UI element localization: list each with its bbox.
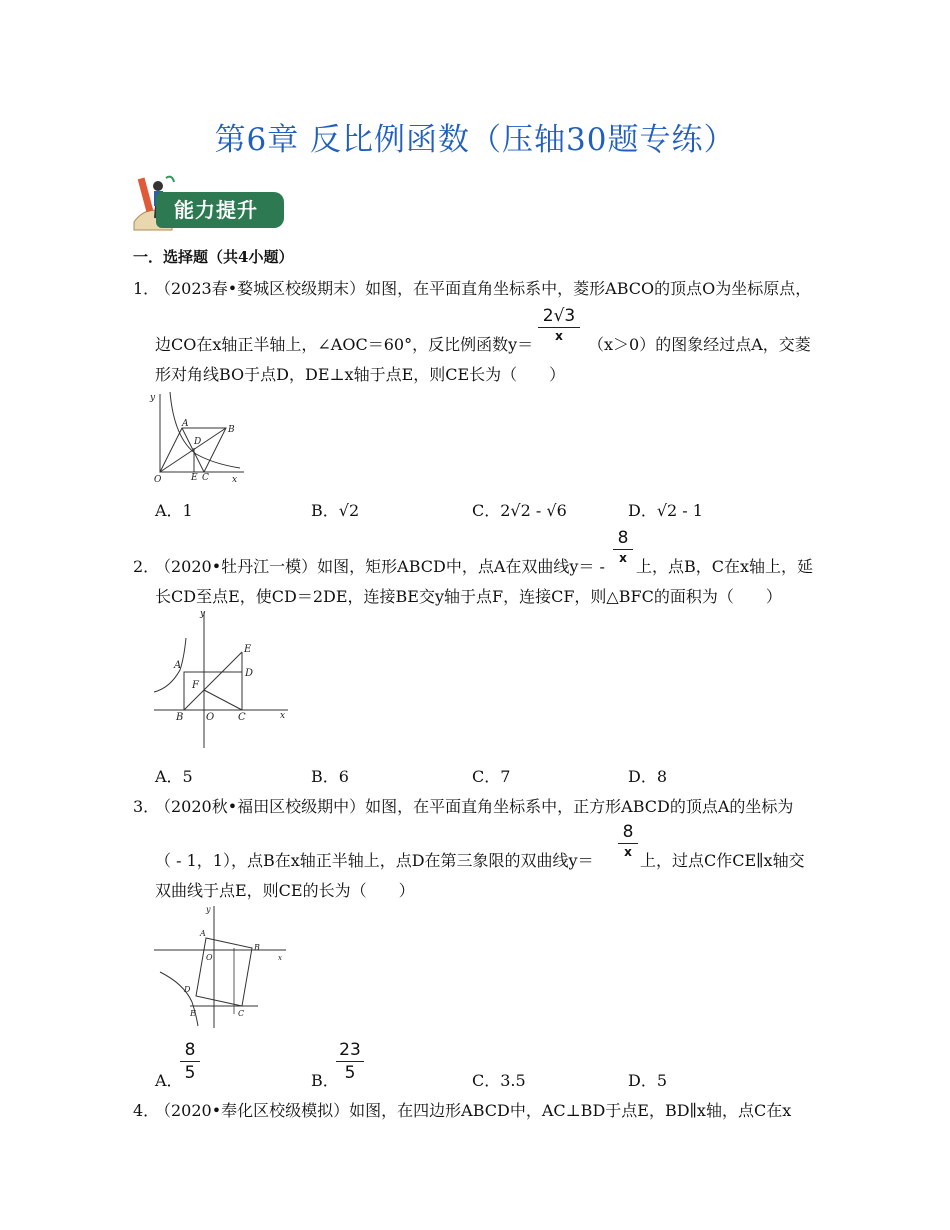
label-D: D bbox=[245, 668, 254, 679]
label-D: D bbox=[194, 437, 202, 447]
question-3-fraction bbox=[618, 822, 638, 859]
label-E: E bbox=[244, 644, 252, 655]
question-1-line-3: 形对角线BO于点D，DE⊥x轴于点E，则CE长为（ ） bbox=[155, 365, 566, 384]
fraction-bar bbox=[538, 327, 580, 328]
question-3-option-a-fraction bbox=[180, 1040, 200, 1083]
question-2-option-d: D．8 bbox=[628, 767, 668, 786]
fraction-numerator: 8 bbox=[617, 528, 629, 548]
question-3-line-2a: （ - 1，1），点B在x轴正半轴上，点D在第三象限的双曲线y＝ bbox=[155, 851, 594, 870]
label-C: C bbox=[202, 473, 209, 483]
label-A: A bbox=[174, 660, 182, 671]
question-2-line-1a: （2020•牡丹江一模）如图，矩形ABCD中，点A在双曲线y＝ - bbox=[155, 557, 605, 576]
label-B: B bbox=[176, 712, 184, 723]
question-2-figure bbox=[150, 608, 292, 750]
question-1-figure bbox=[148, 388, 248, 484]
fraction-denominator: 5 bbox=[184, 1063, 196, 1083]
question-3-line-3: 双曲线于点E，则CE的长为（ ） bbox=[155, 881, 415, 900]
label-F: F bbox=[192, 680, 199, 691]
label-x: x bbox=[280, 711, 286, 721]
question-1-option-b: B．√2 bbox=[311, 501, 360, 520]
question-3-line-1: （2020秋•福田区校级期中）如图，在平面直角坐标系中，正方形ABCD的顶点A的坐标为 bbox=[155, 797, 794, 816]
label-y: y bbox=[200, 609, 206, 619]
label-x: x bbox=[278, 954, 282, 962]
question-2-fraction bbox=[613, 528, 633, 565]
question-2-option-c: C．7 bbox=[472, 767, 511, 786]
section-heading: 一．选择题（共4小题） bbox=[133, 248, 294, 266]
question-1-fraction bbox=[538, 306, 580, 343]
question-1-line-2b: （x＞0）的图象经过点A，交菱 bbox=[588, 335, 811, 354]
label-D: D bbox=[184, 985, 191, 994]
ability-badge bbox=[128, 172, 288, 234]
fraction-denominator: x bbox=[619, 551, 627, 565]
question-1-line-1: （2023春•婺城区校级期末）如图，在平面直角坐标系中，菱形ABCO的顶点O为坐标原点， bbox=[155, 279, 812, 298]
question-2-line-1b: 上，点B，C在x轴上，延 bbox=[636, 557, 814, 576]
label-O: O bbox=[206, 953, 213, 962]
label-B: B bbox=[254, 943, 260, 952]
label-y: y bbox=[150, 393, 156, 403]
question-3-number: 3． bbox=[133, 797, 160, 816]
question-1-option-a: A．1 bbox=[155, 501, 193, 520]
question-2-option-b: B．6 bbox=[311, 767, 349, 786]
fraction-denominator: 5 bbox=[344, 1063, 356, 1083]
fraction-bar bbox=[613, 549, 633, 550]
question-1-number: 1． bbox=[133, 279, 160, 298]
question-4-number: 4． bbox=[133, 1101, 160, 1120]
fraction-bar bbox=[180, 1061, 200, 1062]
fraction-numerator: 23 bbox=[339, 1040, 361, 1060]
page-title: 第6章 反比例函数（压轴30题专练） bbox=[214, 122, 736, 158]
label-O: O bbox=[154, 475, 162, 484]
question-3-option-c: C．3.5 bbox=[472, 1071, 526, 1090]
question-3-option-b-fraction bbox=[336, 1040, 364, 1083]
label-A: A bbox=[200, 929, 206, 938]
question-3-option-d: D．5 bbox=[628, 1071, 668, 1090]
question-1-option-d: D．√2 - 1 bbox=[628, 501, 703, 520]
fraction-bar bbox=[336, 1061, 364, 1062]
label-y: y bbox=[206, 905, 211, 914]
label-O: O bbox=[206, 712, 215, 723]
fraction-denominator: x bbox=[555, 329, 563, 343]
question-1-option-c: C．2√2 - √6 bbox=[472, 501, 567, 520]
fraction-numerator: 8 bbox=[622, 822, 634, 842]
label-C: C bbox=[238, 1009, 245, 1018]
label-A: A bbox=[182, 419, 189, 429]
question-3-line-2b: 上，过点C作CE∥x轴交 bbox=[640, 851, 805, 870]
label-E: E bbox=[190, 1009, 196, 1018]
label-E: E bbox=[191, 473, 198, 483]
label-x: x bbox=[232, 475, 238, 484]
question-3-option-b-prefix: B． bbox=[311, 1071, 339, 1090]
question-1-line-2a: 边CO在x轴正半轴上，∠AOC＝60°，反比例函数y＝ bbox=[155, 335, 534, 354]
label-B: B bbox=[228, 425, 235, 435]
question-2-line-2: 长CD至点E，使CD＝2DE，连接BE交y轴于点F，连接CF，则△BFC的面积为（ ） bbox=[155, 587, 782, 606]
fraction-numerator: 2√3 bbox=[542, 306, 576, 326]
question-2-option-a: A．5 bbox=[155, 767, 193, 786]
badge-label: 能力提升 bbox=[174, 198, 258, 222]
fraction-bar bbox=[618, 843, 638, 844]
label-C: C bbox=[238, 712, 246, 723]
question-3-option-a-prefix: A． bbox=[155, 1071, 183, 1090]
question-2-number: 2． bbox=[133, 557, 160, 576]
question-4-line-1: （2020•奉化区校级模拟）如图，在四边形ABCD中，AC⊥BD于点E，BD∥x轴，点C在x bbox=[155, 1101, 792, 1120]
question-3-figure bbox=[150, 902, 290, 1030]
fraction-denominator: x bbox=[624, 845, 632, 859]
fraction-numerator: 8 bbox=[184, 1040, 196, 1060]
